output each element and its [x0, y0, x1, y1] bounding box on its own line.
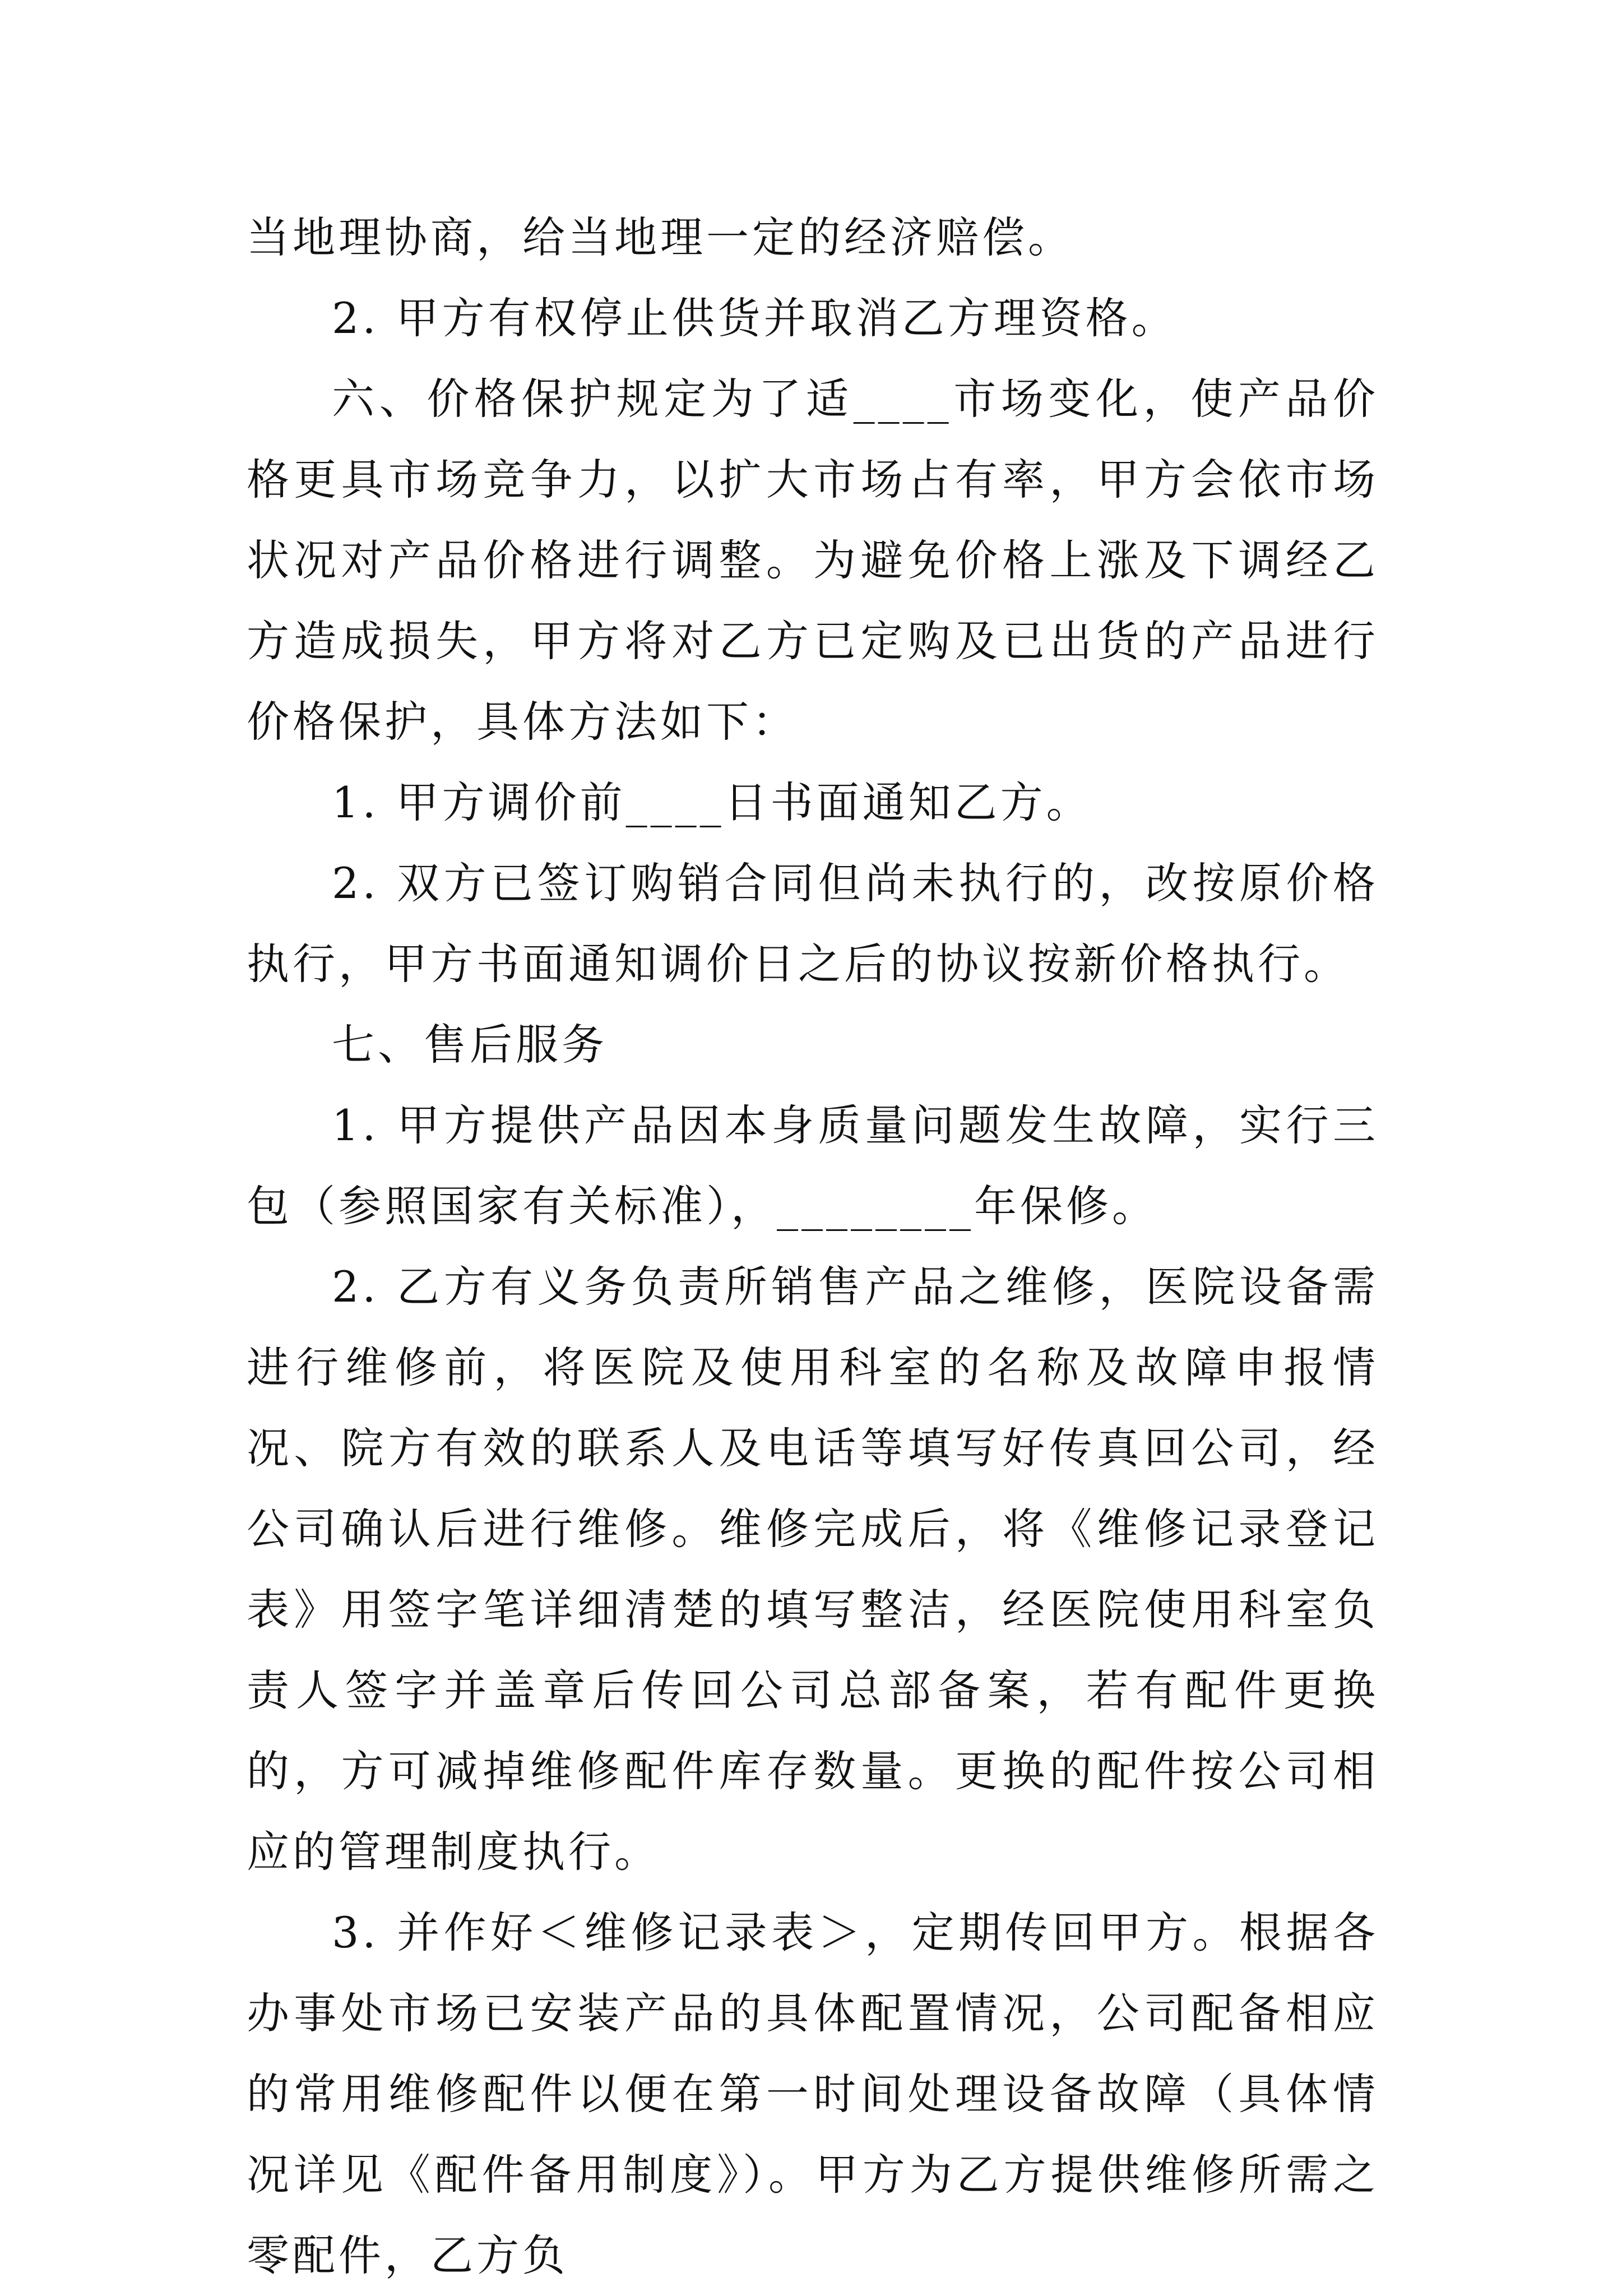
- section-heading-after-sales: 七、售后服务: [332, 1020, 608, 1070]
- paragraph-contract-execution: 2. 双方已签订购销合同但尚未执行的，改按原价格执行，甲方书面通知调价日之后的协议按新价格执行。: [247, 858, 1379, 989]
- paragraph-compensation: 当地理协商，给当地理一定的经济赔偿。: [247, 212, 1074, 262]
- paragraph-price-notice: 1. 甲方调价前____日书面通知乙方。: [332, 777, 1092, 827]
- paragraph-maintenance-record: 3. 并作好＜维修记录表＞，定期传回甲方。根据各办事处市场已安装产品的具体配置情况，公司配备相应的常用维修配件以便在第一时间处理设备故障（具体情况详见《配件备用制度》）。甲方为乙方提供维修所需之零配件，乙方负: [247, 1908, 1379, 2280]
- paragraph-maintenance-duty: 2. 乙方有义务负责所销售产品之维修，医院设备需进行维修前，将医院及使用科室的名称及故障申报情况、院方有效的联系人及电话等填写好传真回公司，经公司确认后进行维修。维修完成后，将《维修记录登记表》用签字笔详细清楚的填写整洁，经医院使用科室负责人签字并盖章后传回公司总部备案，若有配件更换的，方可减掉维修配件库存数量。更换的配件按公司相应的管理制度执行。: [247, 1262, 1379, 1877]
- paragraph-cancel-qualification: 2. 甲方有权停止供货并取消乙方理资格。: [332, 293, 1178, 343]
- document-body: [247, 197, 1379, 2296]
- paragraph-warranty: 1. 甲方提供产品因本身质量问题发生故障，实行三包（参照国家有关标准），________年保修。: [247, 1100, 1379, 1231]
- paragraph-price-protection: 六、价格保护规定为了适____市场变化，使产品价格更具市场竞争力，以扩大市场占有率，甲方会依市场状况对产品价格进行调整。为避免价格上涨及下调经乙方造成损失，甲方将对乙方已定购及已出货的产品进行价格保护，具体方法如下：: [247, 374, 1379, 747]
